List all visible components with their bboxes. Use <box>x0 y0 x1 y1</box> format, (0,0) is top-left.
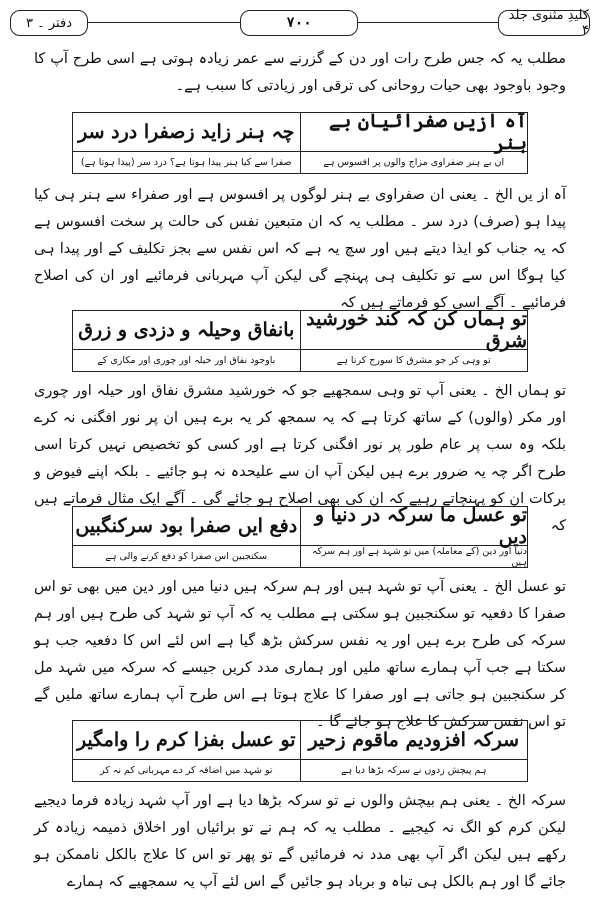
verse-line-right: آہ ازیں صفرائیان بے ہنر <box>329 110 527 154</box>
gloss-row <box>73 152 527 173</box>
paragraph-text: آہ از یں الخ ۔ یعنی ان صفراوی بے ہنر لوگوں پر افسوس ہے اور صفراء سے ہنر ہی کیا پیدا ہو (صرف) درد سر ۔ مطلب یہ کہ ان متبعین نفس کی حالت پر سخت افسوس ہے کہ یہ جناب کو ایذا دیتے ہیں اور سچ یہ ہے کہ اس نفس سے بجز تکلیف کے اور پیدا ہی کیا ہوگا اس سے تو تکلیف ہی پہنچے گی لیکن آپ مہربانی فرمائیے اور ان کی اصلاح فرمائیے ۔ آگے اسی کو فرماتے ہیں کہ <box>34 187 566 311</box>
page-number: ۷۰۰ <box>240 10 358 36</box>
verse-line-left: تو عسل بفزا کرم را وامگیر <box>73 721 301 759</box>
section-label: دفتر ۔ ۳ <box>10 10 88 36</box>
gloss-row <box>73 760 527 781</box>
verse-row <box>73 721 527 760</box>
verse-line-right: سرکہ افزودیم ماقوم زحیر <box>308 729 520 751</box>
gloss-left: صفرا سے کیا ہنر پیدا ہوتا ہے؟ درد سر (پیدا ہوتا ہے) <box>73 152 301 173</box>
gloss-row <box>73 350 527 371</box>
gloss-right: دنیا اور دین (کے معاملہ) میں تو شہد ہے اور ہم سرکہ ہیں <box>311 545 527 568</box>
gloss-left: سکنجبین اس صفرا کو دفع کرنے والی ہے <box>73 546 301 567</box>
paragraph-text: تو ہماں الخ ۔ یعنی آپ تو وہی سمجھیے جو کہ خورشید مشرق نفاق اور حیلہ اور چوری اور مکر (والوں) کے ساتھ کرتا ہے کہ یہ سمجھ کر یہ برے ہیں ان پر نور افگنی نہ کرے بلکہ وہ سب پر عام طور پر نور افگنی کرتا ہے اور کسی کو تخصیص نہیں کرتا اسی طرح اگر چہ یہ ضرور برے ہیں لیکن آپ ان سے علیحدہ نہ ہو جائیے ۔ بلکہ اپنے فیوض و برکات ان کو پہنچاتے رہیے کہ ان کی بھی اصلاح ہو جائے گی ۔ آگے ایک مثال فرماتے ہیں کہ <box>34 383 566 534</box>
gloss-right: ہم پیچش زدوں نے سرکہ بڑھا دیا ہے <box>341 765 487 776</box>
book-title: کلیدِ مثنوی جلد ۴ <box>498 10 590 36</box>
verse-row <box>73 504 527 548</box>
verse-line-left: بانفاق وحیلہ و دزدی و زرق <box>73 311 301 349</box>
paragraph-text: تو عسل الخ ۔ یعنی آپ تو شہد ہیں اور ہم سرکہ ہیں دنیا میں اور دین میں بھی تو اس صفرا کا دفعیہ تو سکنجبین ہو سکتی ہے مطلب یہ کہ آپ تو شہد کی طرح ہیں اور ہم سرکہ کی طرح برے ہیں اور یہ نفس سرکش بڑھ گیا ہے اس لئے اس کا دفعیہ جب ہو سکتا ہے جب آپ ہمارے ساتھ ملیں اور ہماری مدد کریں جیسے کہ سرکہ میں شہد مل کر سکنجبین ہو جاتی ہے اور صفرا کا علاج ہوتا ہے اس طرح آپ ہمارے ساتھ ملیں گے تو اس نفس سرکش کا علاج ہو جائے گا ۔ <box>34 579 566 730</box>
verse-table <box>72 720 528 782</box>
verse-line-left: دفع ایں صفرا بود سرکنگبیں <box>73 507 301 545</box>
gloss-row <box>73 546 527 567</box>
verse-table <box>72 112 528 174</box>
paragraph-text: سرکہ الخ ۔ یعنی ہم بیچش والوں نے تو سرکہ بڑھا دیا ہے اور آپ شہد زیادہ فرما دیجیے لیکن کرم کو الگ نہ کیجیے ۔ مطلب یہ کہ ہم نے تو برائیاں اور اخلاق ذمیمہ زیادہ کر رکھے ہیں لیکن اگر آپ بھی مدد نہ فرمائیں گے تو پھر تو اس کا علاج بالکل ناممکن ہو جائے گا اور ہم بالکل ہی تباہ و برباد ہو جائیں گے اس لئے آپ یہ سمجھیے کہ ہمارے <box>34 793 566 890</box>
paragraph-text: مطلب یہ کہ جس طرح رات اور دن کے گزرنے سے عمر زیادہ ہوتی ہے اسی طرح آپ کا وجود باوجود بھی حیات روحانی کی ترقی اور زیادتی کا سبب ہے۔ <box>34 51 566 94</box>
gloss-left: تو شہد میں اضافہ کر دے مہربانی کم نہ کر <box>73 760 301 781</box>
verse-line-right: تو ہماں کن کہ کند خورشید شرق <box>306 308 527 352</box>
header-rule-left <box>88 22 240 23</box>
paragraph <box>34 46 566 100</box>
header-rule-right <box>358 22 508 23</box>
verse-row <box>73 110 527 154</box>
verse-table <box>72 506 528 568</box>
gloss-right: ان بے ہنر صفراوی مزاج والوں پر افسوس ہے <box>323 157 505 168</box>
verse-row <box>73 308 527 352</box>
verse-line-right: تو عسل ما سرکہ در دنیا و دیں <box>314 504 527 548</box>
verse-line-left: چہ ہنر زاید زصفرا درد سر <box>73 113 301 151</box>
verse-table <box>72 310 528 372</box>
gloss-right: تو وہی کر جو مشرق کا سورج کرتا ہے <box>336 355 491 366</box>
gloss-left: باوجود نفاق اور حیلہ اور چوری اور مکاری کے <box>73 350 301 371</box>
paragraph <box>34 182 566 317</box>
paragraph <box>34 788 566 896</box>
paragraph <box>34 574 566 736</box>
